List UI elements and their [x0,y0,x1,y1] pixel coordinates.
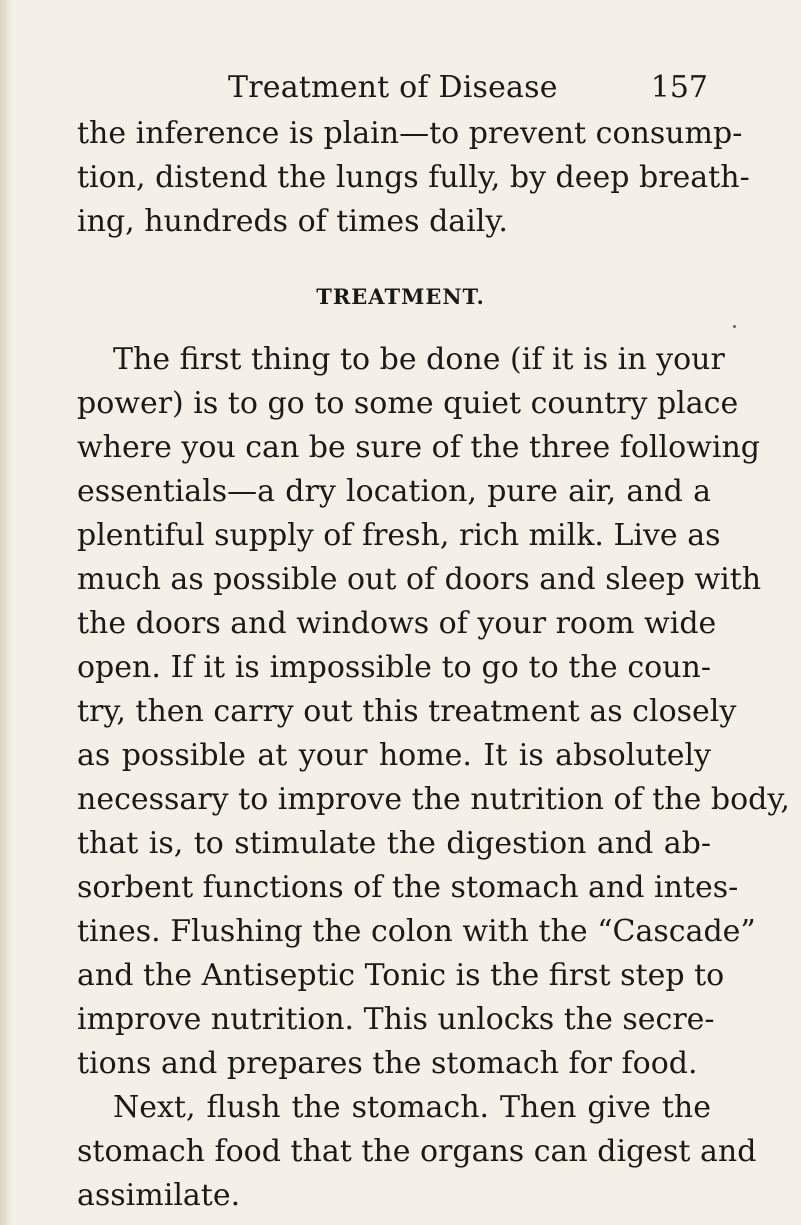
text-line: that is, to stimulate the digestion and ab- [77,826,711,861]
paragraph-2 [77,338,790,1218]
text-line: plentiful supply of fresh, rich milk. Live as [77,518,721,553]
text-line: Next, flush the stomach. Then give the [113,1090,711,1125]
section-heading: TREATMENT. [316,284,485,309]
text-line: assimilate. [77,1178,241,1213]
text-line: ing, hundreds of times daily. [77,204,508,239]
page-gutter-shadow [0,0,10,1225]
text-line: as possible at your home. It is absolutely [77,738,711,773]
text-line: tions and prepares the stomach for food. [77,1046,698,1081]
text-line: try, then carry out this treatment as closely [77,694,737,729]
text-line: improve nutrition. This unlocks the secre- [77,1002,715,1037]
text-line: power) is to go to some quiet country place [77,386,739,421]
text-line: where you can be sure of the three following [77,430,760,465]
paragraph-1 [77,112,750,244]
text-line: much as possible out of doors and sleep with [77,562,762,597]
text-line: necessary to improve the nutrition of the body, [77,782,790,817]
text-line: stomach food that the organs can digest and [77,1134,757,1169]
text-line: tion, distend the lungs fully, by deep breath- [77,160,750,195]
running-head-title: Treatment of Disease [228,70,558,105]
text-line: the inference is plain—to prevent consump- [77,116,743,151]
text-line: sorbent functions of the stomach and intes- [77,870,739,905]
running-head [228,70,708,110]
text-line: open. If it is impossible to go to the coun- [77,650,711,685]
paper-speck [733,325,736,328]
text-line: essentials—a dry location, pure air, and a [77,474,711,509]
text-line: and the Antiseptic Tonic is the first step to [77,958,725,993]
text-line: the doors and windows of your room wide [77,606,717,641]
text-line: The first thing to be done (if it is in your [113,342,725,377]
page-number: 157 [650,70,708,105]
text-line: tines. Flushing the colon with the “Cascade” [77,914,756,949]
